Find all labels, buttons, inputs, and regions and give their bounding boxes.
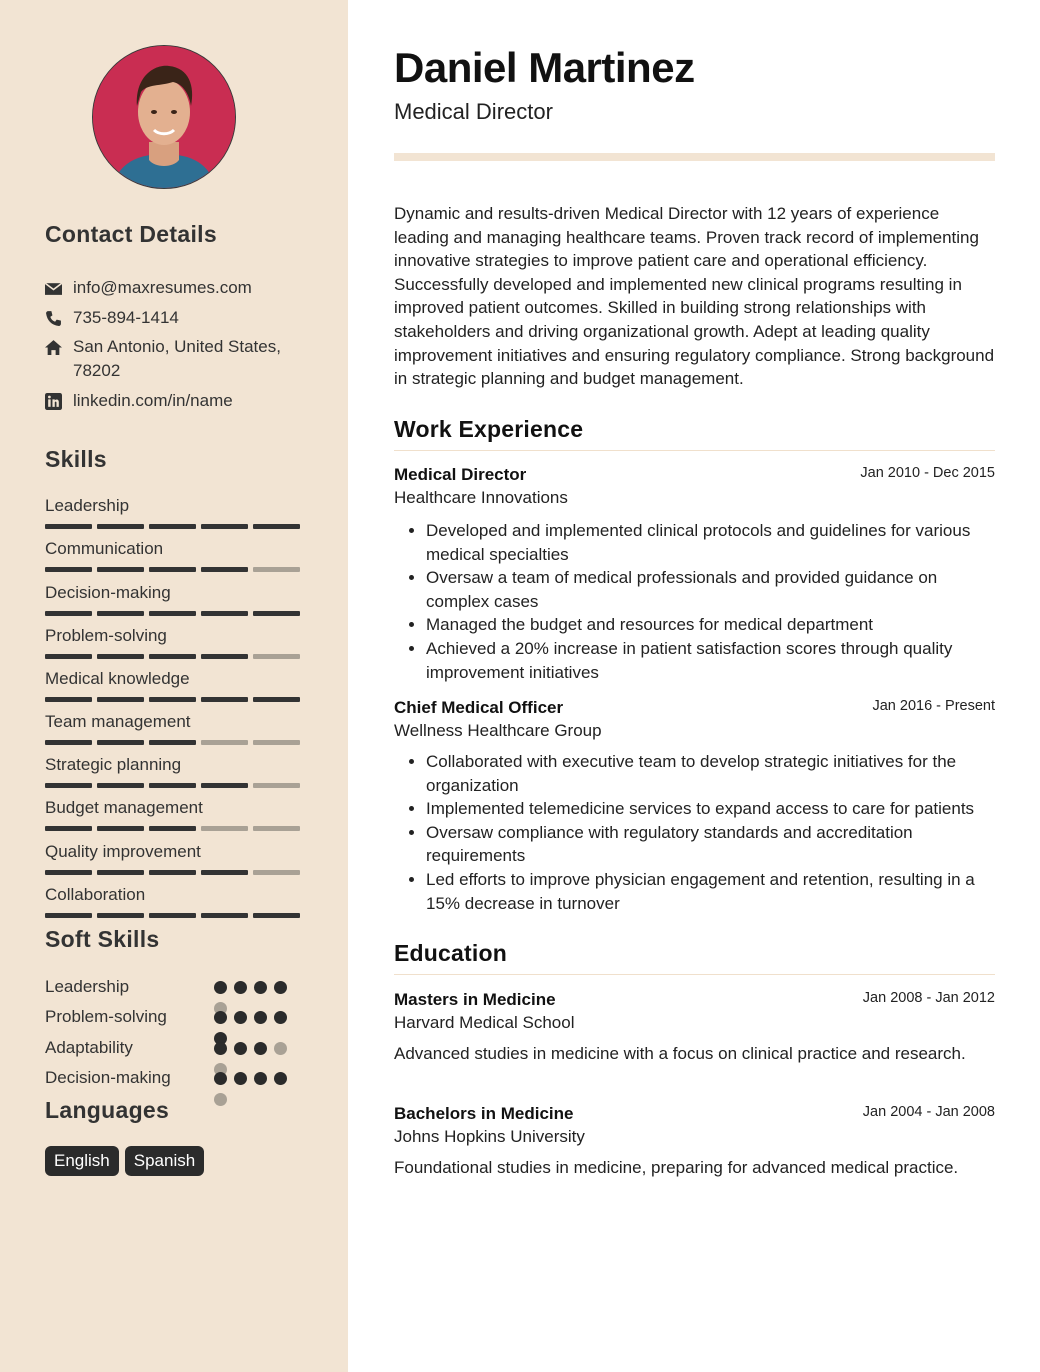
rating-dot	[254, 1042, 267, 1055]
soft-skill-name: Adaptability	[45, 1038, 133, 1057]
education-heading: Education	[394, 940, 507, 966]
phone-text: 735-894-1414	[73, 308, 179, 327]
rating-dot	[274, 1042, 287, 1055]
list-item: • Achieved a 20% increase in patient satisfaction scores through quality improvement initiatives	[426, 637, 996, 684]
skill-level-bars	[45, 783, 301, 788]
skill-name: Problem-solving	[45, 626, 167, 645]
skill-level-segment	[201, 611, 248, 616]
list-item: • Managed the budget and resources for medical department	[426, 613, 996, 637]
skill-name: Team management	[45, 712, 191, 731]
skill-row	[45, 798, 301, 831]
languages-list	[45, 1146, 204, 1176]
skill-level-segment	[253, 567, 300, 572]
section-divider	[394, 450, 995, 451]
job-company: Wellness Healthcare Group	[394, 721, 602, 740]
soft-skill-rating-dots	[214, 1072, 294, 1086]
skill-row	[45, 755, 301, 788]
rating-dot	[234, 1072, 247, 1085]
contact-address	[45, 335, 281, 383]
skill-level-segment	[253, 611, 300, 616]
job-title: Medical Director	[394, 465, 527, 484]
rating-dot	[214, 1011, 227, 1024]
soft-skill-name: Problem-solving	[45, 1007, 167, 1026]
education-dates: Jan 2008 - Jan 2012	[862, 990, 995, 1006]
skill-level-segment	[97, 611, 144, 616]
skills-heading: Skills	[45, 446, 107, 472]
skill-level-segment	[149, 826, 196, 831]
list-item: • Implemented telemedicine services to expand access to care for patients	[426, 797, 996, 821]
skill-row	[45, 539, 301, 572]
list-item: • Collaborated with executive team to develop strategic initiatives for the organization	[426, 750, 996, 797]
skill-level-segment	[149, 524, 196, 529]
work-experience-heading: Work Experience	[394, 416, 584, 442]
soft-skill-rating-dots	[214, 1042, 294, 1056]
home-icon	[45, 335, 73, 356]
skill-level-segment	[201, 697, 248, 702]
rating-dot	[214, 1072, 227, 1085]
skill-level-segment	[149, 567, 196, 572]
skill-level-segment	[201, 567, 248, 572]
soft-skill-name: Decision-making	[45, 1068, 171, 1087]
list-item: • Oversaw a team of medical professionals and provided guidance on complex cases	[426, 566, 996, 613]
skill-name: Quality improvement	[45, 842, 201, 861]
skill-row	[45, 669, 301, 702]
skill-row	[45, 842, 301, 875]
skill-level-segment	[97, 697, 144, 702]
job-dates: Jan 2016 - Present	[872, 698, 995, 714]
job-dates: Jan 2010 - Dec 2015	[860, 465, 995, 481]
language-chip: English	[45, 1146, 119, 1176]
skill-row	[45, 496, 301, 529]
rating-dot	[254, 981, 267, 994]
linkedin-text: linkedin.com/in/name	[73, 391, 233, 410]
list-item: • Oversaw compliance with regulatory standards and accreditation requirements	[426, 821, 996, 868]
skill-name: Communication	[45, 539, 164, 558]
skill-level-segment	[97, 740, 144, 745]
soft-skill-name: Leadership	[45, 977, 130, 996]
skill-level-segment	[45, 697, 92, 702]
address-line1: San Antonio, United States,	[73, 337, 281, 356]
skill-level-segment	[97, 826, 144, 831]
skill-level-segment	[97, 567, 144, 572]
skill-level-segment	[149, 913, 196, 918]
phone-icon	[45, 306, 73, 327]
skill-level-segment	[253, 697, 300, 702]
skill-level-segment	[253, 654, 300, 659]
job-company: Healthcare Innovations	[394, 488, 568, 507]
contact-email[interactable]	[45, 276, 252, 300]
skill-name: Decision-making	[45, 583, 171, 602]
skill-name: Leadership	[45, 496, 130, 515]
address-line2: 78202	[73, 361, 121, 380]
main-content	[348, 0, 1040, 1372]
skill-level-segment	[45, 913, 92, 918]
contact-linkedin[interactable]	[45, 389, 233, 413]
rating-dot	[274, 981, 287, 994]
skill-level-segment	[45, 870, 92, 875]
skill-level-bars	[45, 870, 301, 875]
languages-heading: Languages	[45, 1097, 170, 1123]
job-title: Chief Medical Officer	[394, 698, 564, 717]
skill-level-segment	[45, 740, 92, 745]
list-item: • Led efforts to improve physician engagement and retention, resulting in a 15% decrease in turnover	[426, 868, 996, 915]
rating-dot	[214, 981, 227, 994]
degree-title: Bachelors in Medicine	[394, 1104, 574, 1123]
skill-level-segment	[253, 524, 300, 529]
skill-level-segment	[97, 654, 144, 659]
skill-level-bars	[45, 611, 301, 616]
soft-skill-rating-dots	[214, 1011, 294, 1025]
skill-level-segment	[253, 783, 300, 788]
skill-level-segment	[97, 870, 144, 875]
skill-level-segment	[149, 611, 196, 616]
envelope-icon	[45, 276, 73, 297]
skill-level-segment	[201, 524, 248, 529]
rating-dot	[214, 1042, 227, 1055]
skill-level-segment	[201, 826, 248, 831]
skill-level-segment	[97, 783, 144, 788]
skill-level-segment	[45, 783, 92, 788]
skill-name: Medical knowledge	[45, 669, 190, 688]
skill-level-segment	[253, 870, 300, 875]
skill-level-segment	[149, 740, 196, 745]
skill-level-segment	[253, 826, 300, 831]
skill-level-segment	[45, 524, 92, 529]
skill-level-segment	[97, 913, 144, 918]
skill-row	[45, 712, 301, 745]
skill-row	[45, 626, 301, 659]
skill-level-bars	[45, 524, 301, 529]
education-dates: Jan 2004 - Jan 2008	[862, 1104, 995, 1120]
skill-level-segment	[201, 783, 248, 788]
skill-level-segment	[201, 913, 248, 918]
school-name: Johns Hopkins University	[394, 1127, 585, 1146]
header-divider	[394, 153, 995, 161]
skill-level-segment	[149, 697, 196, 702]
sidebar	[0, 0, 348, 1372]
job-bullets	[394, 750, 996, 915]
education-description: Advanced studies in medicine with a focus on clinical practice and research.	[394, 1044, 966, 1063]
contact-heading: Contact Details	[45, 221, 217, 247]
email-text: info@maxresumes.com	[73, 278, 252, 297]
skill-level-segment	[45, 654, 92, 659]
candidate-name: Daniel Martinez	[394, 44, 695, 91]
rating-dot	[234, 1011, 247, 1024]
candidate-title: Medical Director	[394, 99, 553, 124]
skill-level-bars	[45, 567, 301, 572]
skill-level-segment	[201, 740, 248, 745]
skill-level-segment	[149, 870, 196, 875]
skill-level-segment	[45, 611, 92, 616]
degree-title: Masters in Medicine	[394, 990, 556, 1009]
skill-level-segment	[201, 870, 248, 875]
skill-level-segment	[201, 654, 248, 659]
rating-dot	[274, 1072, 287, 1085]
skill-level-segment	[45, 826, 92, 831]
skill-level-bars	[45, 826, 301, 831]
summary-text: Dynamic and results-driven Medical Director with 12 years of experience leading and managing healthcare teams. Proven track record of implementing innovative strategies to improve patient care and operational efficiency. Successfully developed and implemented new clinical programs resulting in improved patient outcomes. Skilled in building strong relationships with stakeholders and driving organizational growth. Adept at leading quality improvement initiatives and ensuring regulatory compliance. Strong background in strategic planning and budget management.	[394, 204, 995, 389]
job-bullets	[394, 519, 996, 684]
skill-level-bars	[45, 654, 301, 659]
skill-row	[45, 583, 301, 616]
rating-dot	[234, 1042, 247, 1055]
school-name: Harvard Medical School	[394, 1013, 575, 1032]
skill-name: Collaboration	[45, 885, 146, 904]
rating-dot	[234, 981, 247, 994]
skill-level-segment	[253, 913, 300, 918]
rating-dot	[214, 1093, 227, 1106]
contact-phone[interactable]	[45, 306, 179, 330]
rating-dot	[274, 1011, 287, 1024]
skill-row	[45, 885, 301, 918]
education-description: Foundational studies in medicine, preparing for advanced medical practice.	[394, 1158, 959, 1177]
skill-level-segment	[149, 654, 196, 659]
rating-dot	[254, 1072, 267, 1085]
soft-skill-rating-dots	[214, 981, 294, 995]
skill-name: Budget management	[45, 798, 203, 817]
skill-name: Strategic planning	[45, 755, 182, 774]
language-chip: Spanish	[125, 1146, 204, 1176]
soft-skills-heading: Soft Skills	[45, 926, 160, 952]
rating-dot	[254, 1011, 267, 1024]
linkedin-icon	[45, 389, 73, 410]
skill-level-segment	[149, 783, 196, 788]
skill-level-segment	[45, 567, 92, 572]
skill-level-bars	[45, 913, 301, 918]
list-item: • Developed and implemented clinical protocols and guidelines for various medical specialties	[426, 519, 996, 566]
section-divider	[394, 974, 995, 975]
skill-level-segment	[97, 524, 144, 529]
skill-level-segment	[253, 740, 300, 745]
avatar	[92, 45, 236, 189]
skill-level-bars	[45, 697, 301, 702]
skill-level-bars	[45, 740, 301, 745]
